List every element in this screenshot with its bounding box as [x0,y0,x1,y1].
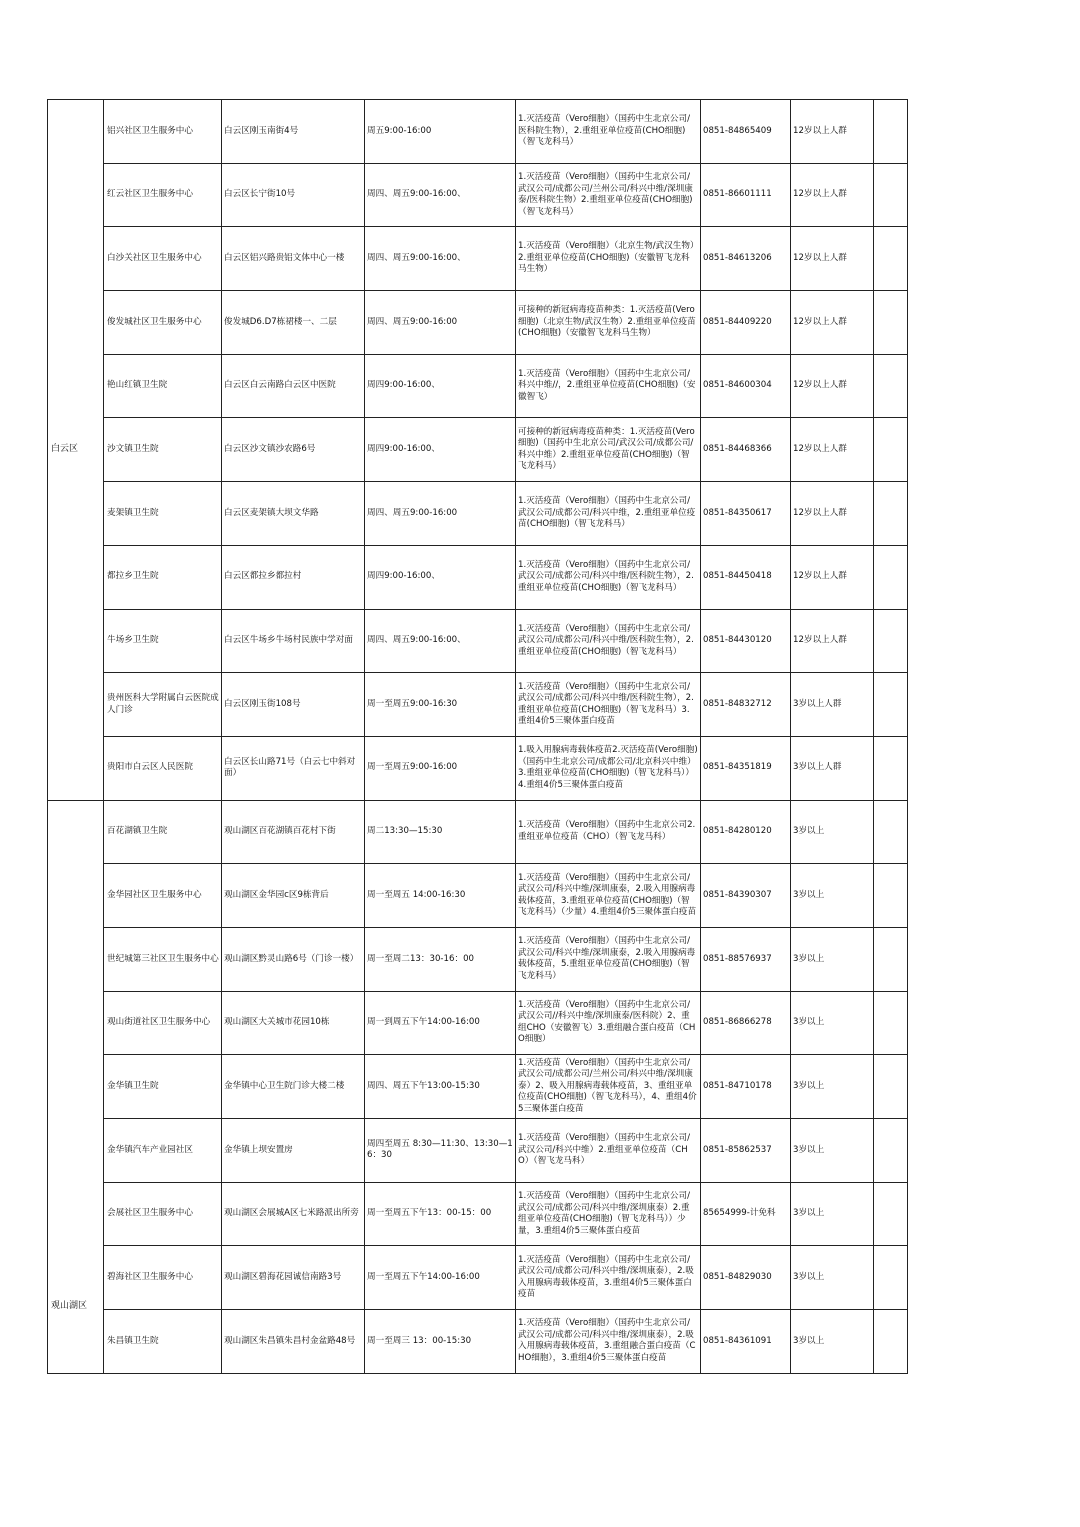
table-row [48,673,908,737]
phone-cell: 0851-84361091 [701,1310,791,1374]
phone-cell: 0851-85862537 [701,1119,791,1183]
hours-cell: 周一至周五下午13：00-15：00 [365,1182,516,1246]
hours-cell: 周一至周三 13：00-15:30 [365,1310,516,1374]
blank-cell [874,545,908,609]
eligible-age-cell: 3岁以上 [791,927,874,991]
vaccine-types-cell: 1.灭活疫苗（Vero细胞）（国药中生北京公司/武汉公司/成都公司/科兴中维，2.重组亚单位疫苗(CHO细胞)（智飞龙科马） [516,482,701,546]
vaccine-types-cell: 1.灭活疫苗（Vero细胞）（国药中生北京公司/武汉公司/科兴中维/深圳康泰，2.吸入用腺病毒载体疫苗，5.重组亚单位疫苗(CHO细胞)（智飞龙科马） [516,927,701,991]
site-name-cell: 艳山红镇卫生院 [104,354,222,418]
blank-cell [874,163,908,227]
table-row [48,227,908,291]
address-cell: 白云区麦架镇大坝文华路 [222,482,365,546]
phone-cell: 0851-84450418 [701,545,791,609]
address-cell: 观山湖区大关城市花园10栋 [222,991,365,1055]
vaccine-types-cell: 1.吸入用腺病毒载体疫苗2.灭活疫苗(Vero细胞)（国药中生北京公司/成都公司/北京科兴中维）3.重组亚单位疫苗(CHO细胞)（智飞龙科马））4.重组4价5三聚体蛋白疫苗 [516,736,701,800]
phone-cell: 0851-84710178 [701,1055,791,1119]
address-cell: 观山湖区百花湖镇百花村下街 [222,800,365,864]
vaccine-types-cell: 可接种的新冠病毒疫苗种类：1.灭活疫苗(Vero细胞)（北京生物/武汉生物）2.重组亚单位疫苗(CHO细胞)（安徽智飞龙科马生物） [516,291,701,355]
blank-cell [874,1119,908,1183]
site-name-cell: 沙文镇卫生院 [104,418,222,482]
table-row [48,864,908,928]
eligible-age-cell: 12岁以上人群 [791,163,874,227]
table-row [48,736,908,800]
eligible-age-cell: 3岁以上 [791,864,874,928]
phone-cell: 0851-84829030 [701,1246,791,1310]
hours-cell: 周二13:30—15:30 [365,800,516,864]
phone-cell: 0851-84865409 [701,100,791,164]
phone-cell: 0851-84350617 [701,482,791,546]
address-cell: 观山湖区会展城A区七米路派出所旁 [222,1182,365,1246]
address-cell: 俊发城D6.D7栋裙楼一、二层 [222,291,365,355]
vaccine-types-cell: 1.灭活疫苗（Vero细胞）（国药中生北京公司/科兴中维//，2.重组亚单位疫苗(CHO细胞)（安徽智飞） [516,354,701,418]
hours-cell: 周一到周五下午14:00-16:00 [365,991,516,1055]
blank-cell [874,864,908,928]
site-name-cell: 金华镇卫生院 [104,1055,222,1119]
blank-cell [874,609,908,673]
site-name-cell: 俊发城社区卫生服务中心 [104,291,222,355]
hours-cell: 周四、周五9:00-16:00、 [365,163,516,227]
hours-cell: 周五9:00-16:00 [365,100,516,164]
phone-cell: 85654999-计免科 [701,1182,791,1246]
vaccine-types-cell: 1.灭活疫苗（Vero细胞）（国药中生北京公司/武汉公司/成都公司/科兴中维/深圳康泰），2.吸入用腺病毒载体疫苗，3.重组融合蛋白疫苗（CHO细胞），3.重组4价5三聚体蛋白疫苗 [516,1310,701,1374]
address-cell: 金华镇中心卫生院门诊大楼二楼 [222,1055,365,1119]
site-name-cell: 红云社区卫生服务中心 [104,163,222,227]
table-row [48,1310,908,1374]
table-row [48,482,908,546]
table-row [48,609,908,673]
address-cell: 白云区长山路71号（白云七中斜对面） [222,736,365,800]
table-row [48,418,908,482]
hours-cell: 周一至周五9:00-16:30 [365,673,516,737]
address-cell: 白云区牛场乡牛场村民族中学对面 [222,609,365,673]
hours-cell: 周四、周五下午13:00-15:30 [365,1055,516,1119]
address-cell: 白云区长宁街10号 [222,163,365,227]
address-cell: 白云区沙文镇沙农路6号 [222,418,365,482]
table-row [48,1119,908,1183]
address-cell: 观山湖区黔灵山路6号（门诊一楼） [222,927,365,991]
address-cell: 金华镇上坝安置房 [222,1119,365,1183]
blank-cell [874,736,908,800]
table-row [48,927,908,991]
phone-cell: 0851-84351819 [701,736,791,800]
table-row [48,100,908,164]
eligible-age-cell: 3岁以上 [791,800,874,864]
table-row [48,1182,908,1246]
district-cell: 白云区 [48,100,104,801]
blank-cell [874,673,908,737]
phone-cell: 0851-86866278 [701,991,791,1055]
eligible-age-cell: 3岁以上 [791,1055,874,1119]
eligible-age-cell: 3岁以上 [791,1119,874,1183]
vaccination-site-table [47,99,907,1374]
address-cell: 白云区都拉乡都拉村 [222,545,365,609]
hours-cell: 周四至周五 8:30—11:30、13:30—16：30 [365,1119,516,1183]
site-name-cell: 金华镇汽车产业园社区 [104,1119,222,1183]
eligible-age-cell: 3岁以上 [791,1182,874,1246]
vaccine-types-cell: 1.灭活疫苗（Vero细胞）（国药中生北京公司/武汉公司/科兴中维/深圳康泰，2.吸入用腺病毒载体疫苗，3.重组亚单位疫苗(CHO细胞)（智飞龙科马）（少量）4.重组4价5三聚体蛋白疫苗 [516,864,701,928]
blank-cell [874,291,908,355]
site-name-cell: 白沙关社区卫生服务中心 [104,227,222,291]
hours-cell: 周四9:00-16:00、 [365,545,516,609]
eligible-age-cell: 12岁以上人群 [791,354,874,418]
phone-cell: 0851-84832712 [701,673,791,737]
site-name-cell: 贵州医科大学附属白云医院成人门诊 [104,673,222,737]
site-name-cell: 世纪城第三社区卫生服务中心 [104,927,222,991]
vaccine-types-cell: 1.灭活疫苗（Vero细胞）（北京生物/武汉生物）2.重组亚单位疫苗(CHO细胞)（安徽智飞龙科马生物） [516,227,701,291]
table-row [48,545,908,609]
phone-cell: 0851-84280120 [701,800,791,864]
vaccine-types-cell: 1.灭活疫苗（Vero细胞）（国药中生北京公司/武汉公司/成都公司/科兴中维/医科院生物），2.重组亚单位疫苗(CHO细胞)（智飞龙科马） [516,609,701,673]
eligible-age-cell: 3岁以上人群 [791,673,874,737]
site-name-cell: 百花湖镇卫生院 [104,800,222,864]
eligible-age-cell: 12岁以上人群 [791,609,874,673]
phone-cell: 0851-84600304 [701,354,791,418]
table-row [48,163,908,227]
phone-cell: 0851-84430120 [701,609,791,673]
vaccine-types-cell: 1.灭活疫苗（Vero细胞）（国药中生北京公司/武汉公司/成都公司/兰州公司/科兴中维/深圳康泰/医科院生物）2.重组亚单位疫苗(CHO细胞)（智飞龙科马） [516,163,701,227]
blank-cell [874,1182,908,1246]
hours-cell: 周四9:00-16:00、 [365,418,516,482]
address-cell: 白云区铝兴路贵铝文体中心一楼 [222,227,365,291]
hours-cell: 周四、周五9:00-16:00、 [365,609,516,673]
eligible-age-cell: 3岁以上人群 [791,736,874,800]
site-name-cell: 都拉乡卫生院 [104,545,222,609]
site-name-cell: 会展社区卫生服务中心 [104,1182,222,1246]
vaccine-types-cell: 可接种的新冠病毒疫苗种类：1.灭活疫苗(Vero细胞)（国药中生北京公司/武汉公司/成都公司/科兴中维）2.重组亚单位疫苗(CHO细胞)（智飞龙科马） [516,418,701,482]
blank-cell [874,227,908,291]
table-row [48,1055,908,1119]
table-row [48,1246,908,1310]
eligible-age-cell: 12岁以上人群 [791,418,874,482]
phone-cell: 0851-84613206 [701,227,791,291]
vaccine-types-cell: 1.灭活疫苗（Vero细胞）（国药中生北京公司/武汉公司/成都公司/科兴中维/医科院生物），2.重组亚单位疫苗(CHO细胞)（智飞龙科马） [516,545,701,609]
vaccine-types-cell: 1.灭活疫苗（Vero细胞）（国药中生北京公司/武汉公司/成都公司/科兴中维/深圳康泰）2.重组亚单位疫苗(CHO细胞)（智飞龙科马））少量，3.重组4价5三聚体蛋白疫苗 [516,1182,701,1246]
table-row [48,991,908,1055]
district-cell: 观山湖区 [48,800,104,1373]
table-row [48,291,908,355]
phone-cell: 0851-84409220 [701,291,791,355]
eligible-age-cell: 12岁以上人群 [791,482,874,546]
hours-cell: 周一至周五下午14:00-16:00 [365,1246,516,1310]
blank-cell [874,354,908,418]
vaccine-types-cell: 1.灭活疫苗（Vero细胞）（国药中生北京公司/武汉公司/成都公司/兰州公司/科兴中维/深圳康泰）2、吸入用腺病毒载体疫苗，3、重组亚单位疫苗(CHO细胞)（智飞龙科马），4、重组4价5三聚体蛋白疫苗 [516,1055,701,1119]
hours-cell: 周四9:00-16:00、 [365,354,516,418]
blank-cell [874,991,908,1055]
blank-cell [874,482,908,546]
vaccine-types-cell: 1.灭活疫苗（Vero细胞）（国药中生北京公司2.重组亚单位疫苗（CHO）（智飞龙马科） [516,800,701,864]
eligible-age-cell: 12岁以上人群 [791,291,874,355]
phone-cell: 0851-84390307 [701,864,791,928]
hours-cell: 周四、周五9:00-16:00 [365,482,516,546]
table-body [48,100,908,1374]
hours-cell: 周一至周五 14:00-16:30 [365,864,516,928]
address-cell: 白云区白云南路白云区中医院 [222,354,365,418]
hours-cell: 周一至周五9:00-16:00 [365,736,516,800]
site-name-cell: 观山街道社区卫生服务中心 [104,991,222,1055]
address-cell: 观山湖区金华园c区9栋背后 [222,864,365,928]
blank-cell [874,800,908,864]
eligible-age-cell: 3岁以上 [791,1310,874,1374]
eligible-age-cell: 12岁以上人群 [791,100,874,164]
site-name-cell: 金华园社区卫生服务中心 [104,864,222,928]
hours-cell: 周四、周五9:00-16:00 [365,291,516,355]
blank-cell [874,1055,908,1119]
blank-cell [874,927,908,991]
site-name-cell: 朱昌镇卫生院 [104,1310,222,1374]
phone-cell: 0851-84468366 [701,418,791,482]
site-name-cell: 碧海社区卫生服务中心 [104,1246,222,1310]
eligible-age-cell: 12岁以上人群 [791,227,874,291]
address-cell: 白云区刚玉南街4号 [222,100,365,164]
phone-cell: 0851-88576937 [701,927,791,991]
address-cell: 白云区刚玉街108号 [222,673,365,737]
eligible-age-cell: 3岁以上 [791,991,874,1055]
vaccine-types-cell: 1.灭活疫苗（Vero细胞）（国药中生北京公司/武汉公司/科兴中维）2.重组亚单位疫苗（CHO）（智飞龙马科） [516,1119,701,1183]
blank-cell [874,100,908,164]
table-row [48,800,908,864]
blank-cell [874,1310,908,1374]
blank-cell [874,418,908,482]
site-name-cell: 贵阳市白云区人民医院 [104,736,222,800]
hours-cell: 周四、周五9:00-16:00、 [365,227,516,291]
vaccine-types-cell: 1.灭活疫苗（Vero细胞）（国药中生北京公司/医科院生物），2.重组亚单位疫苗(CHO细胞)（智飞龙科马） [516,100,701,164]
vaccine-types-cell: 1.灭活疫苗（Vero细胞）（国药中生北京公司/武汉公司//科兴中维/深圳康泰/医科院）2、重组CHO（安徽智飞）3.重组融合蛋白疫苗（CHO细胞） [516,991,701,1055]
blank-cell [874,1246,908,1310]
phone-cell: 0851-86601111 [701,163,791,227]
hours-cell: 周一至周二13：30-16：00 [365,927,516,991]
site-name-cell: 牛场乡卫生院 [104,609,222,673]
eligible-age-cell: 12岁以上人群 [791,545,874,609]
eligible-age-cell: 3岁以上 [791,1246,874,1310]
address-cell: 观山湖区朱昌镇朱昌村金盆路48号 [222,1310,365,1374]
table-row [48,354,908,418]
site-name-cell: 铝兴社区卫生服务中心 [104,100,222,164]
vaccine-types-cell: 1.灭活疫苗（Vero细胞）（国药中生北京公司/武汉公司/成都公司/科兴中维/医科院生物），2.重组亚单位疫苗(CHO细胞)（智飞龙科马）3.重组4价5三聚体蛋白疫苗 [516,673,701,737]
site-name-cell: 麦架镇卫生院 [104,482,222,546]
address-cell: 观山湖区碧海花园诚信南路3号 [222,1246,365,1310]
vaccine-types-cell: 1.灭活疫苗（Vero细胞）（国药中生北京公司/武汉公司/成都公司/科兴中维/深圳康泰），2.吸入用腺病毒载体疫苗，3.重组4价5三聚体蛋白疫苗 [516,1246,701,1310]
